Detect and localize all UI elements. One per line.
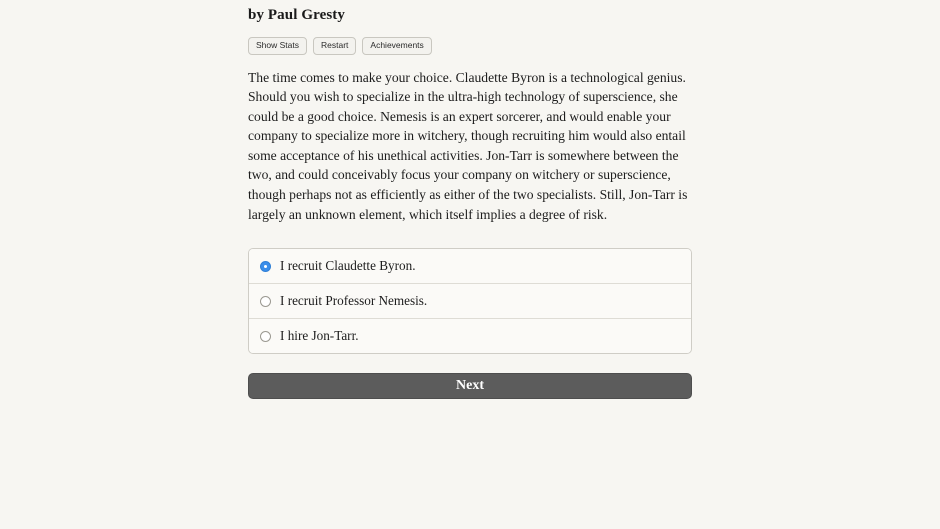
achievements-button[interactable]: Achievements [362, 37, 431, 55]
choice-label: I recruit Claudette Byron. [280, 258, 416, 274]
choice-option-1[interactable] [249, 249, 691, 284]
restart-button[interactable]: Restart [313, 37, 356, 55]
radio-icon-selected[interactable] [260, 261, 271, 272]
next-button[interactable]: Next [248, 373, 692, 399]
story-column [248, 0, 692, 399]
choice-label: I hire Jon-Tarr. [280, 328, 359, 344]
game-toolbar [248, 37, 692, 55]
choice-option-2[interactable] [249, 284, 691, 319]
show-stats-button[interactable]: Show Stats [248, 37, 307, 55]
choice-option-3[interactable] [249, 319, 691, 353]
choice-label: I recruit Professor Nemesis. [280, 293, 428, 309]
radio-icon[interactable] [260, 296, 271, 307]
author-byline: by Paul Gresty [248, 7, 345, 23]
radio-icon[interactable] [260, 331, 271, 342]
choice-list [248, 248, 692, 354]
story-paragraph: The time comes to make your choice. Claudette Byron is a technological genius. Should you wish to specialize in the ultra-high technology of superscience, she could be a good choice. Nemesis is an expert sorcerer, and would enable your company to specialize more in witchery, though recruiting him would also entail some acceptance of his unethical activities. Jon-Tarr is somewhere between the two, and could conceivably focus your company on witchery or superscience, though perhaps not as efficiently as either of the two specialists. Still, Jon-Tarr is largely an unknown element, which itself implies a degree of risk. [248, 69, 688, 222]
